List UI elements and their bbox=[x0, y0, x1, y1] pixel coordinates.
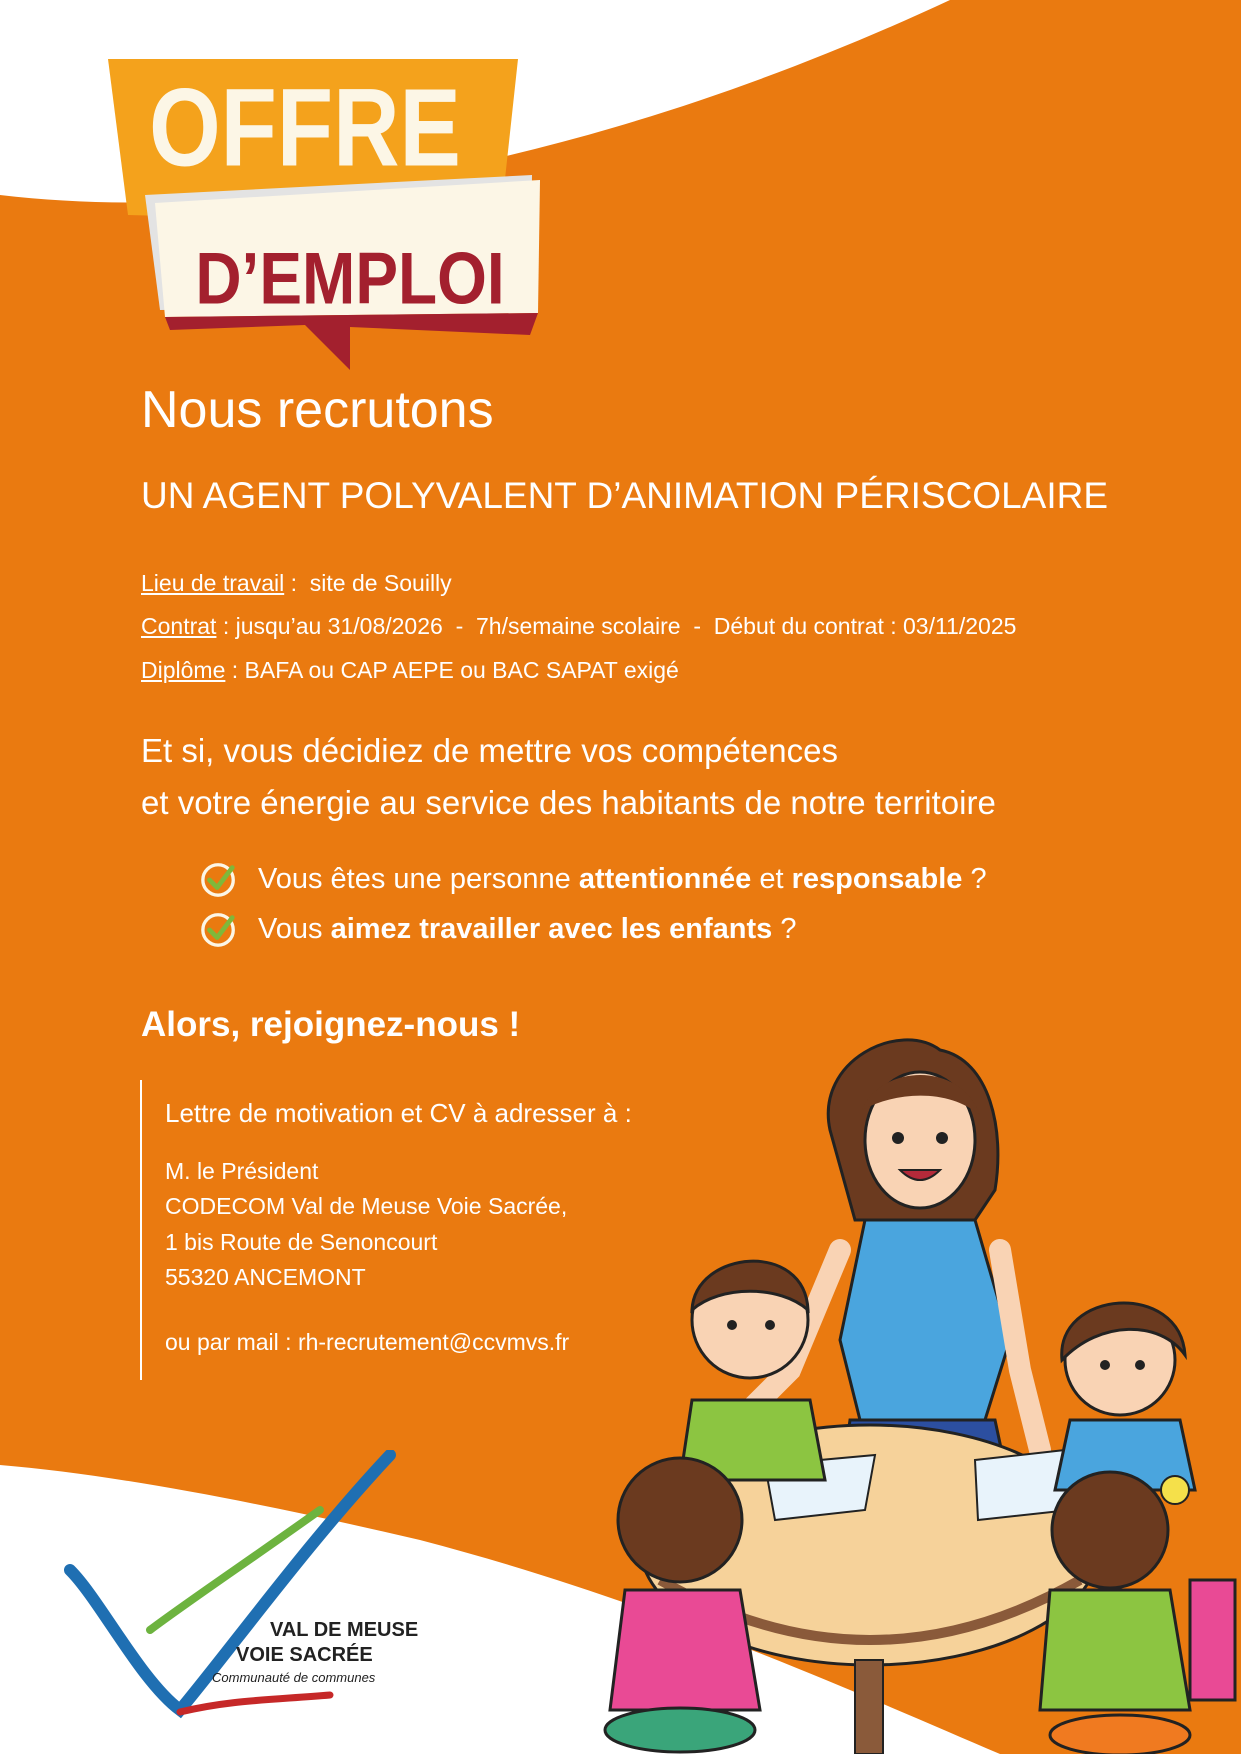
call-to-action: Alors, rejoignez-nous ! bbox=[141, 1005, 521, 1044]
child-figure bbox=[1055, 1303, 1195, 1490]
child-figure bbox=[605, 1458, 760, 1752]
pitch-text bbox=[141, 725, 996, 829]
contrat-label: Contrat bbox=[141, 613, 217, 639]
address-divider bbox=[140, 1080, 142, 1380]
lieu-value: : site de Souilly bbox=[284, 570, 452, 596]
contact-email[interactable]: ou par mail : rh-recrutement@ccvmvs.fr bbox=[165, 1329, 570, 1355]
pitch-line2: et votre énergie au service des habitants de notre territoire bbox=[141, 784, 996, 821]
bullet1-text3: ? bbox=[962, 862, 987, 895]
bullet1-emphasis1: attentionnée bbox=[578, 862, 752, 895]
offre-emploi-banner bbox=[100, 55, 550, 375]
detail-lieu bbox=[141, 570, 452, 597]
address-line1: M. le Président bbox=[165, 1158, 319, 1184]
children-illustration bbox=[600, 1020, 1241, 1754]
child-figure bbox=[680, 1261, 825, 1480]
bullet1-text2: et bbox=[751, 862, 792, 895]
check-icon bbox=[200, 860, 238, 898]
address-line3: 1 bis Route de Senoncourt bbox=[165, 1229, 438, 1255]
check-icon bbox=[200, 910, 238, 948]
contrat-value: : jusqu’au 31/08/2026 - 7h/semaine scolaire - Début du contrat : 03/11/2025 bbox=[216, 613, 1017, 639]
detail-diplome bbox=[141, 657, 679, 684]
bullet2-emphasis: aimez travailler avec les enfants bbox=[330, 912, 773, 945]
detail-contrat bbox=[141, 613, 1016, 640]
banner-line1: OFFRE bbox=[149, 65, 461, 190]
address-intro: Lettre de motivation et CV à adresser à : bbox=[165, 1098, 632, 1128]
child-figure bbox=[1040, 1472, 1235, 1754]
bullet2-text: Vous bbox=[258, 912, 331, 945]
position-title: UN AGENT POLYVALENT D’ANIMATION PÉRISCOLAIRE bbox=[141, 475, 1109, 516]
bullet2-text2: ? bbox=[772, 912, 797, 945]
logo-line3: Communauté de communes bbox=[212, 1670, 376, 1685]
logo-line2: VOIE SACRÉE bbox=[236, 1644, 373, 1666]
bullet1-emphasis2: responsable bbox=[791, 862, 963, 895]
address-line2: CODECOM Val de Meuse Voie Sacrée, bbox=[165, 1193, 568, 1219]
bullet-item bbox=[200, 910, 796, 948]
pitch-line1: Et si, vous décidiez de mettre vos compétences bbox=[141, 732, 838, 769]
address-line4: 55320 ANCEMONT bbox=[165, 1264, 366, 1290]
lieu-label: Lieu de travail bbox=[141, 570, 285, 596]
diplome-label: Diplôme bbox=[141, 657, 226, 683]
page-title: Nous recrutons bbox=[141, 381, 494, 439]
diplome-value: : BAFA ou CAP AEPE ou BAC SAPAT exigé bbox=[225, 657, 679, 683]
bullet-item bbox=[200, 860, 987, 898]
logo-line1: VAL DE MEUSE bbox=[270, 1619, 419, 1641]
banner-line2: D’EMPLOI bbox=[195, 237, 505, 320]
bullet1-text: Vous êtes une personne bbox=[258, 862, 579, 895]
